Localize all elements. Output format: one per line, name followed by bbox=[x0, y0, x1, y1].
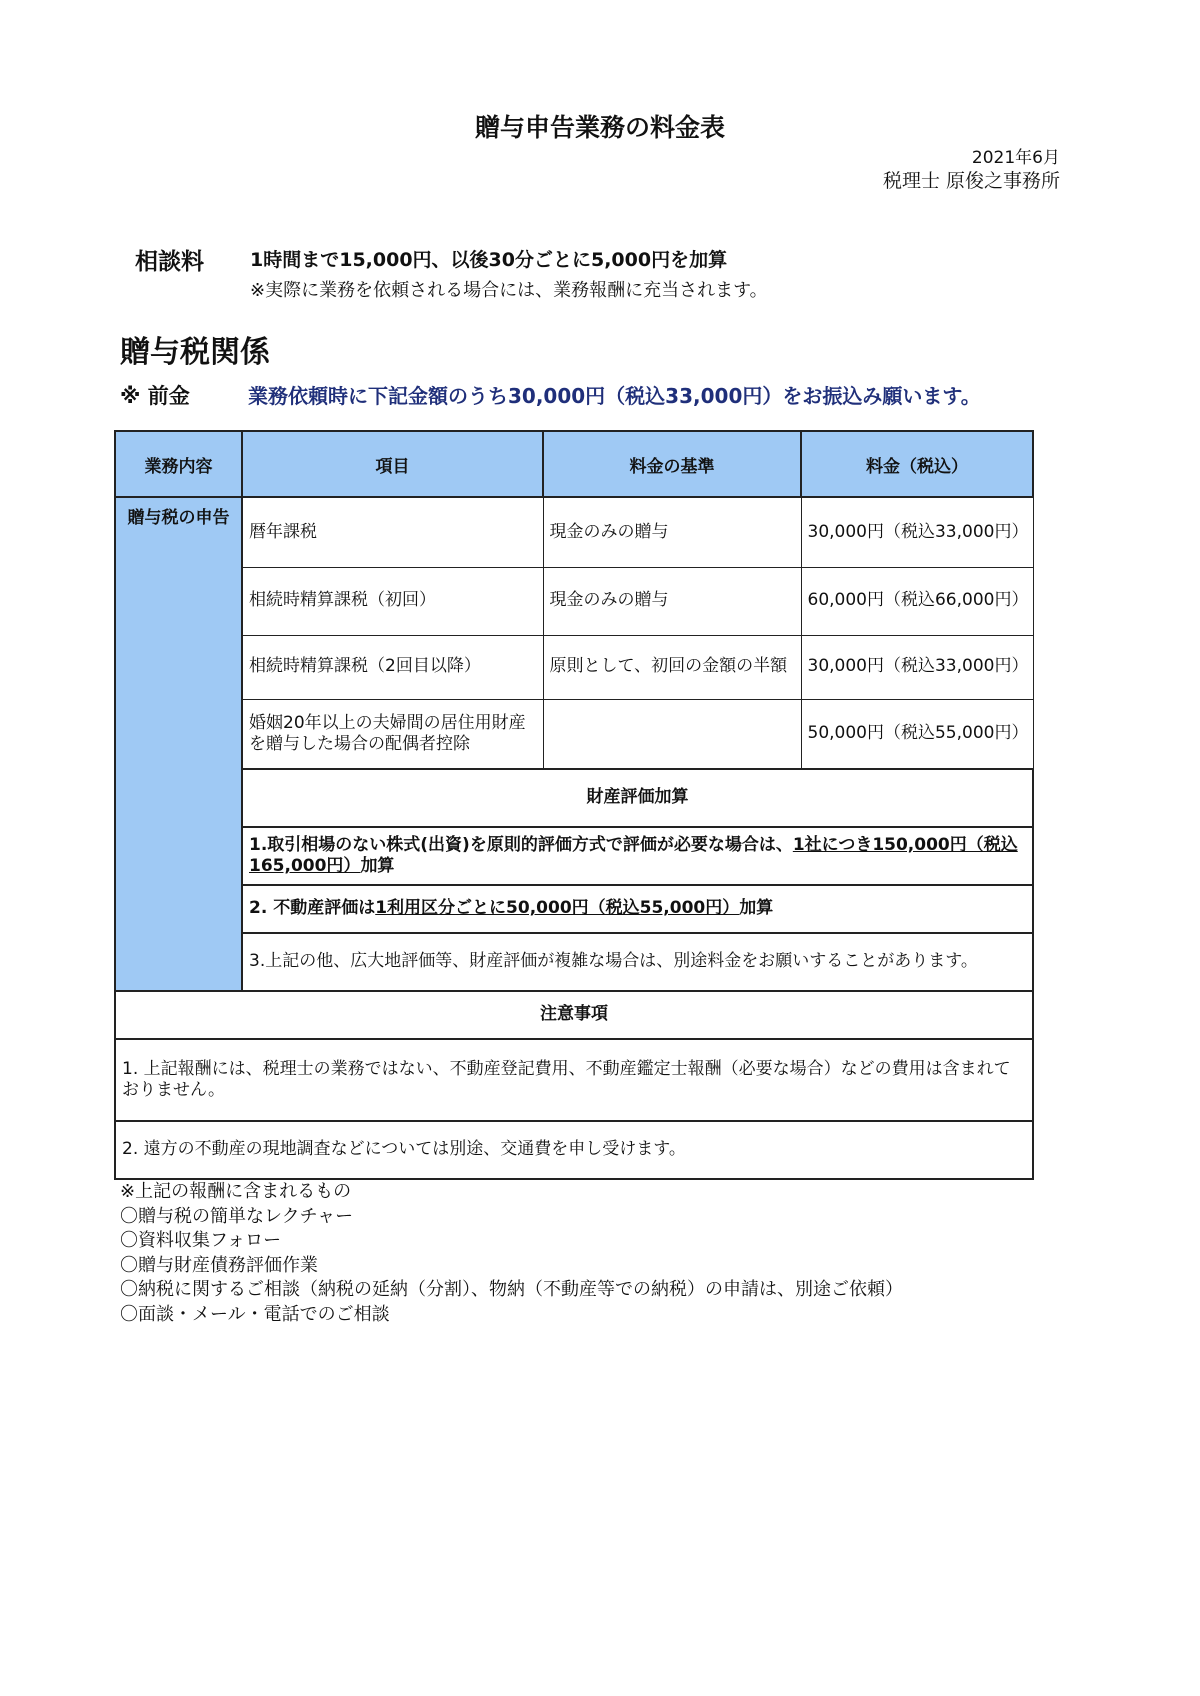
note-2: 2. 遠方の不動産の現地調査などについては別途、交通費を申し受けます。 bbox=[115, 1121, 1033, 1179]
table-row bbox=[115, 699, 1033, 769]
list-item: 〇面談・メール・電話でのご相談 bbox=[120, 1303, 390, 1325]
advance-payment-label: ※ 前金 bbox=[120, 384, 190, 408]
valuation-item-3: 3.上記の他、広大地評価等、財産評価が複雑な場合は、別途料金をお願いすることがあります。 bbox=[242, 933, 1033, 991]
list-item: 〇贈与税の簡単なレクチャー bbox=[120, 1205, 354, 1227]
valuation-title: 財産評価加算 bbox=[242, 769, 1033, 827]
note-1: 1. 上記報酬には、税理士の業務ではない、不動産登記費用、不動産鑑定士報酬（必要な場合）などの費用は含まれておりません。 bbox=[115, 1039, 1033, 1121]
basis-cell: 原則として、初回の金額の半額 bbox=[543, 635, 801, 699]
table-row bbox=[115, 635, 1033, 699]
item-cell: 暦年課税 bbox=[242, 497, 543, 567]
valuation-item-1-underlined: 1社につき150,000円（税込165,000円） bbox=[249, 834, 1018, 876]
included-heading: ※上記の報酬に含まれるもの bbox=[120, 1181, 352, 1202]
valuation-item-row bbox=[115, 885, 1033, 933]
fee-cell: 30,000円（税込33,000円） bbox=[801, 635, 1033, 699]
table-row bbox=[115, 567, 1033, 635]
notes-title: 注意事項 bbox=[115, 991, 1033, 1039]
basis-cell: 現金のみの贈与 bbox=[543, 567, 801, 635]
service-cell: 贈与税の申告 bbox=[115, 497, 242, 991]
basis-cell bbox=[543, 699, 801, 769]
list-item: 〇贈与財産債務評価作業 bbox=[120, 1254, 318, 1276]
header-item: 項目 bbox=[242, 431, 543, 497]
consultation-label: 相談料 bbox=[135, 249, 204, 275]
list-item: 〇資料収集フォロー bbox=[120, 1230, 282, 1251]
list-item: 〇納税に関するご相談（納税の延納（分割）、物納（不動産等での納税）の申請は、別途ご依頼） bbox=[120, 1279, 903, 1300]
header-basis: 料金の基準 bbox=[543, 431, 801, 497]
valuation-item-2 bbox=[242, 885, 1033, 933]
consultation-fee: 1時間まで15,000円、以後30分ごとに5,000円を加算 bbox=[250, 249, 728, 271]
section-title: 贈与税関係 bbox=[120, 335, 270, 370]
item-cell: 婚姻20年以上の夫婦間の居住用財産を贈与した場合の配偶者控除 bbox=[242, 699, 543, 769]
fee-cell: 30,000円（税込33,000円） bbox=[801, 497, 1033, 567]
header-fee: 料金（税込） bbox=[801, 431, 1033, 497]
valuation-item-1-text: 1.取引相場のない株式(出資)を原則的評価方式で評価が必要な場合は、 bbox=[249, 834, 793, 855]
consultation-note: ※実際に業務を依頼される場合には、業務報酬に充当されます。 bbox=[250, 280, 768, 301]
office-name: 税理士 原俊之事務所 bbox=[882, 170, 1060, 192]
valuation-item-2-suffix: 加算 bbox=[739, 898, 774, 919]
item-cell: 相続時精算課税（初回） bbox=[242, 567, 543, 635]
table-header-row bbox=[115, 431, 1033, 497]
advance-payment-text: 業務依頼時に下記金額のうち30,000円（税込33,000円）をお振込み願います。 bbox=[248, 384, 981, 408]
valuation-item-2-text: 2. 不動産評価は bbox=[249, 898, 376, 919]
note-row bbox=[115, 1121, 1033, 1179]
fee-cell: 60,000円（税込66,000円） bbox=[801, 567, 1033, 635]
valuation-item-1-suffix: 加算 bbox=[360, 856, 395, 876]
included-services-list bbox=[120, 1180, 903, 1327]
valuation-item-1 bbox=[242, 827, 1033, 885]
valuation-item-row bbox=[115, 933, 1033, 991]
page-title: 贈与申告業務の料金表 bbox=[474, 113, 725, 142]
fee-table bbox=[114, 430, 1034, 1180]
header-service: 業務内容 bbox=[115, 431, 242, 497]
notes-title-row bbox=[115, 991, 1033, 1039]
fee-cell: 50,000円（税込55,000円） bbox=[801, 699, 1033, 769]
valuation-item-row bbox=[115, 827, 1033, 885]
item-cell: 相続時精算課税（2回目以降） bbox=[242, 635, 543, 699]
note-row bbox=[115, 1039, 1033, 1121]
basis-cell: 現金のみの贈与 bbox=[543, 497, 801, 567]
document-date: 2021年6月 bbox=[971, 148, 1060, 168]
table-row bbox=[115, 497, 1033, 567]
valuation-item-2-underlined: 1利用区分ごとに50,000円（税込55,000円） bbox=[375, 898, 740, 919]
valuation-title-row bbox=[115, 769, 1033, 827]
